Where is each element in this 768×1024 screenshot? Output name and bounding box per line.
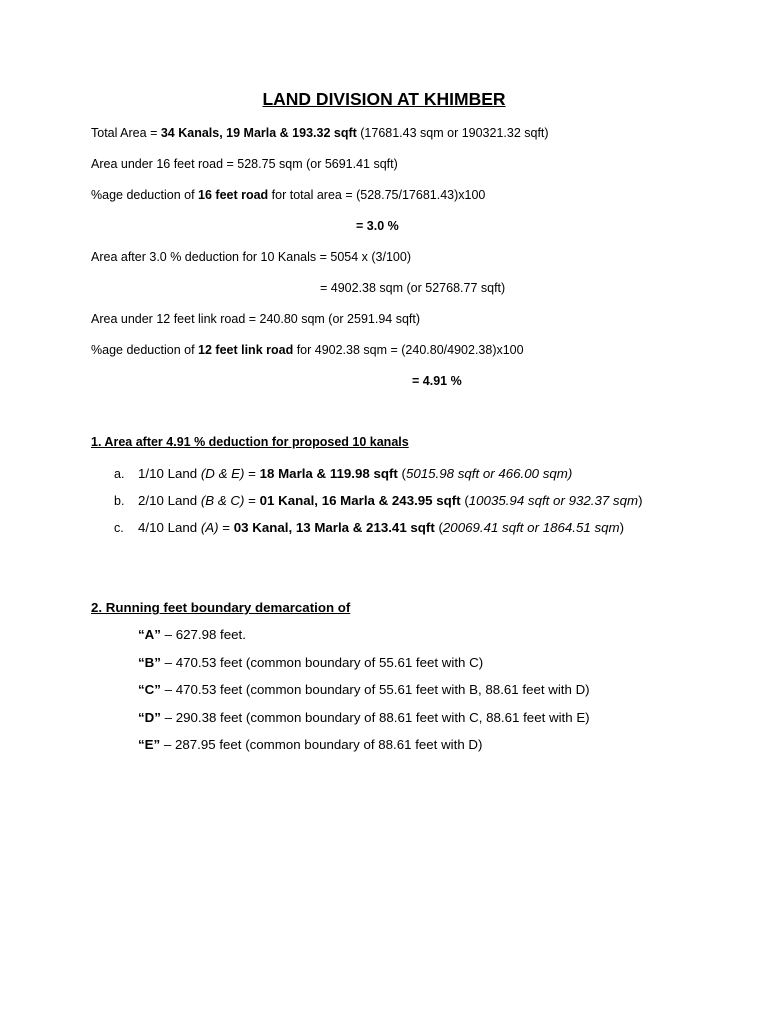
close-paren: ): [638, 493, 643, 508]
document-title: LAND DIVISION AT KHIMBER: [262, 89, 506, 109]
deduction-12-line: [91, 342, 524, 358]
open-paren: (: [460, 493, 469, 508]
land-share-area: 18 Marla & 119.98 sqft: [259, 466, 398, 481]
plot-label: “D”: [138, 710, 161, 725]
list-item-text: [138, 520, 624, 536]
list-item-text: [138, 493, 643, 509]
boundary-text: – 470.53 feet (common boundary of 55.61 feet with C): [160, 655, 484, 670]
section-1-heading: 1. Area after 4.91 % deduction for proposed 10 kanals: [91, 435, 409, 449]
plot-label: “B”: [138, 655, 161, 670]
plot-label: “E”: [138, 737, 161, 752]
land-share-label: 1/10 Land: [138, 466, 201, 481]
land-share-conversion: 10035.94 sqft or 932.37 sqm: [468, 493, 639, 508]
equals-sign: =: [244, 466, 260, 481]
close-paren: ): [619, 520, 625, 535]
deduction-12-result: = 4.91 %: [412, 374, 462, 388]
boundary-text: – 470.53 feet (common boundary of 55.61 feet with B, 88.61 feet with D): [160, 682, 590, 697]
land-share-parties: (A): [200, 520, 219, 535]
land-share-parties: (D & E): [200, 466, 245, 481]
deduction-12-prefix: %age deduction of: [91, 343, 199, 357]
deduction-16-suffix: for total area = (528.75/17681.43)x100: [268, 188, 486, 202]
boundary-text: – 290.38 feet (common boundary of 88.61 feet with C, 88.61 feet with E): [160, 710, 590, 725]
land-share-label: 4/10 Land: [138, 520, 201, 535]
deduction-12-suffix: for 4902.38 sqm = (240.80/4902.38)x100: [293, 343, 524, 357]
total-area-line: [91, 125, 549, 141]
list-item-text: [138, 466, 572, 482]
equals-sign: =: [244, 493, 260, 508]
list-marker: a.: [114, 467, 125, 481]
section-2-heading: 2. Running feet boundary demarcation of: [91, 600, 351, 615]
boundary-text: – 627.98 feet.: [160, 627, 246, 642]
land-share-label: 2/10 Land: [138, 493, 201, 508]
area-after-3-result: = 4902.38 sqm (or 52768.77 sqft): [320, 281, 506, 295]
land-share-conversion: 5015.98 sqft or 466.00 sqm): [405, 466, 573, 481]
open-paren: (: [434, 520, 443, 535]
deduction-16-prefix: %age deduction of: [91, 188, 199, 202]
total-area-suffix: (17681.43 sqm or 190321.32 sqft): [356, 126, 549, 140]
deduction-12-road: 12 feet link road: [198, 343, 294, 357]
list-marker: c.: [114, 521, 124, 535]
area-after-3-line: Area after 3.0 % deduction for 10 Kanals = 5054 x (3/100): [91, 250, 411, 264]
land-share-area: 03 Kanal, 13 Marla & 213.41 sqft: [233, 520, 435, 535]
deduction-16-result: = 3.0 %: [356, 219, 399, 233]
total-area-value: 34 Kanals, 19 Marla & 193.32 sqft: [160, 126, 357, 140]
road-16-line: Area under 16 feet road = 528.75 sqm (or 5691.41 sqft): [91, 157, 398, 171]
land-share-area: 01 Kanal, 16 Marla & 243.95 sqft: [259, 493, 461, 508]
land-share-conversion: 20069.41 sqft or 1864.51 sqm: [442, 520, 620, 535]
boundary-item-e: [138, 737, 482, 753]
boundary-item-c: [138, 682, 590, 698]
total-area-prefix: Total Area =: [91, 126, 161, 140]
boundary-item-b: [138, 655, 483, 671]
land-share-parties: (B & C): [200, 493, 245, 508]
open-paren: (: [397, 466, 406, 481]
boundary-item-a: [138, 627, 246, 643]
plot-label: “C”: [138, 682, 161, 697]
link-road-12-line: Area under 12 feet link road = 240.80 sqm (or 2591.94 sqft): [91, 312, 421, 326]
deduction-16-line: [91, 187, 485, 203]
list-marker: b.: [114, 494, 125, 508]
equals-sign: =: [218, 520, 234, 535]
boundary-text: – 287.95 feet (common boundary of 88.61 feet with D): [160, 737, 483, 752]
deduction-16-road: 16 feet road: [198, 188, 269, 202]
boundary-item-d: [138, 710, 590, 726]
plot-label: “A”: [138, 627, 161, 642]
